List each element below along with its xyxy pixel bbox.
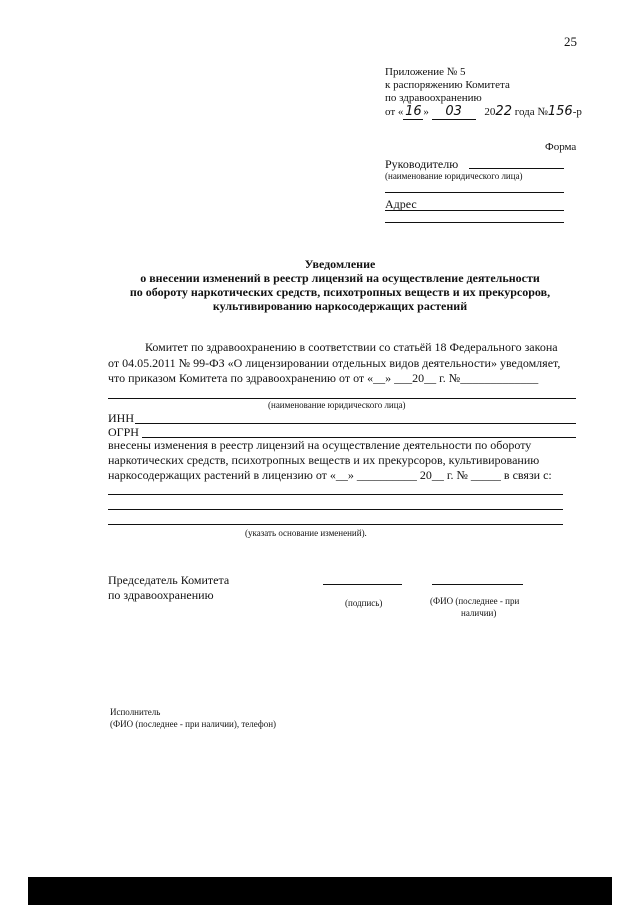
body-para2-line3: наркосодержащих растений в лицензию от «__» __________ 20__ г. № _____ в связи с: bbox=[108, 468, 552, 482]
body-para2-line2: наркотических средств, психотропных веществ и их прекурсоров, культивированию bbox=[108, 453, 540, 467]
title-line-3: по обороту наркотических средств, психотропных веществ и их прекурсоров, bbox=[129, 285, 551, 299]
chair-line-1: Председатель Комитета bbox=[108, 573, 230, 587]
reason-line-2 bbox=[108, 509, 563, 510]
date-day: 16 bbox=[405, 104, 422, 119]
date-year-word: года № bbox=[514, 106, 548, 118]
scan-border-band bbox=[28, 877, 612, 905]
body-para1-line2: от 04.05.2011 № 99-ФЗ «О лицензировании отдельных видов деятельности» уведомляет, bbox=[108, 356, 561, 370]
title-line-4: культивированию наркосодержащих растений bbox=[212, 299, 468, 313]
head-entity-caption: (наименование юридического лица) bbox=[385, 171, 523, 181]
name-caption-line-2: наличии) bbox=[461, 608, 497, 618]
address-line-2 bbox=[385, 222, 564, 223]
date-day-close: » bbox=[423, 106, 429, 118]
body-entity-caption: (наименование юридического лица) bbox=[268, 400, 406, 410]
title-line-1: Уведомление bbox=[304, 257, 376, 271]
name-caption-line-1: (ФИО (последнее - при bbox=[430, 596, 520, 606]
appendix-committee: по здравоохранению bbox=[385, 92, 482, 104]
reason-line-1 bbox=[108, 494, 563, 495]
signature-caption: (подпись) bbox=[345, 598, 383, 608]
name-line bbox=[432, 584, 523, 585]
entity-name-line bbox=[108, 398, 576, 399]
body-para2-line1: внесены изменения в реестр лицензий на осуществление деятельности по обороту bbox=[108, 438, 532, 452]
reason-caption: (указать основание изменений). bbox=[245, 528, 367, 538]
page-number: 25 bbox=[564, 34, 577, 49]
order-number: 156 bbox=[547, 104, 573, 119]
inn-label: ИНН bbox=[108, 411, 134, 425]
chair-line-2: по здравоохранению bbox=[108, 588, 214, 602]
order-number-suffix: -р bbox=[572, 106, 582, 118]
date-year-prefix: 20 bbox=[484, 106, 496, 118]
head-label: Руководителю bbox=[385, 157, 459, 171]
executor-details: (ФИО (последнее - при наличии), телефон) bbox=[110, 719, 277, 729]
title-line-2: о внесении изменений в реестр лицензий на осуществление деятельности bbox=[140, 271, 540, 285]
appendix-date-line bbox=[385, 104, 582, 120]
form-label: Форма bbox=[545, 141, 577, 153]
date-prefix: от « bbox=[385, 106, 404, 118]
inn-line bbox=[135, 423, 576, 424]
body-para1-line1: Комитет по здравоохранению в соответствии со статьёй 18 Федерального закона bbox=[145, 340, 558, 354]
head-name-line bbox=[469, 168, 564, 169]
address-label: Адрес bbox=[385, 197, 417, 211]
appendix-order-ref: к распоряжению Комитета bbox=[385, 79, 510, 91]
appendix-title: Приложение № 5 bbox=[385, 66, 466, 78]
reason-line-3 bbox=[108, 524, 563, 525]
entity-line bbox=[385, 192, 564, 193]
date-year-suffix: 22 bbox=[495, 104, 512, 119]
date-month: 03 bbox=[432, 104, 476, 120]
ogrn-label: ОГРН bbox=[108, 425, 139, 439]
address-line-1 bbox=[385, 210, 564, 211]
signature-line bbox=[323, 584, 402, 585]
executor-label: Исполнитель bbox=[110, 707, 161, 717]
body-para1-line3: что приказом Комитета по здравоохранению от от «__» ___20__ г. №_____________ bbox=[108, 371, 539, 385]
